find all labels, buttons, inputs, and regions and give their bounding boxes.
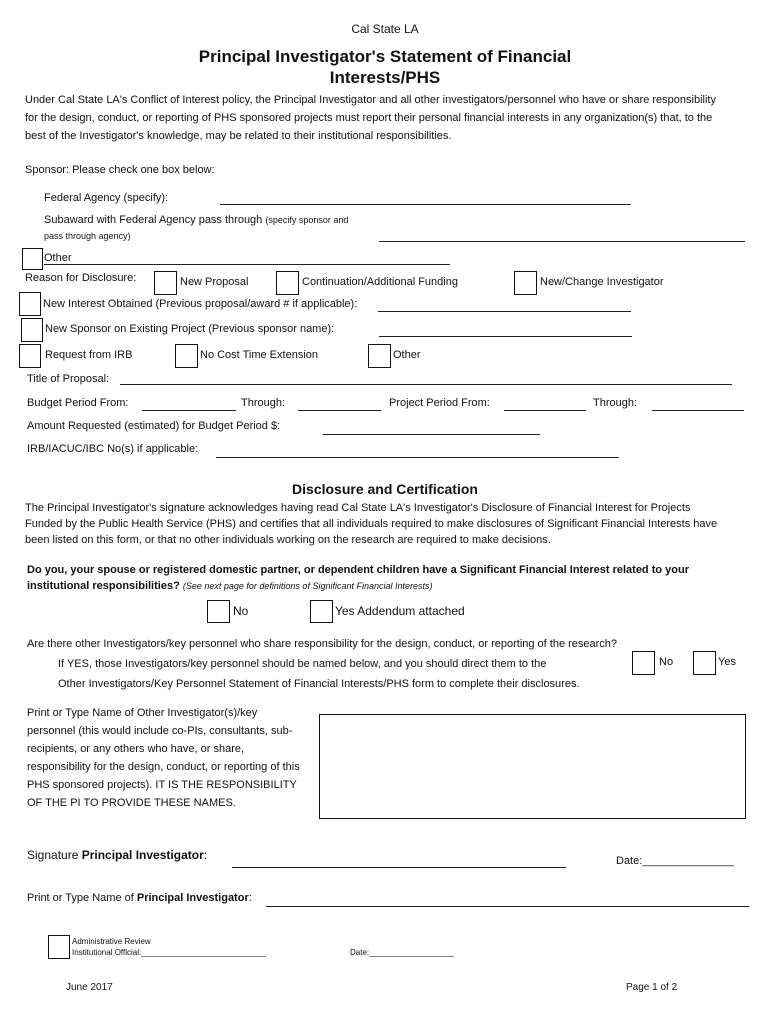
sponsor-other-field[interactable] [44, 264, 450, 265]
irb-label: IRB/IACUC/IBC No(s) if applicable: [27, 443, 199, 455]
amount-label: Amount Requested (estimated) for Budget Period $: [27, 420, 281, 432]
reason-label: Reason for Disclosure: [25, 272, 137, 284]
certification-heading: Disclosure and Certification [292, 481, 478, 497]
federal-agency-label: Federal Agency (specify): [44, 192, 169, 204]
new-proposal-checkbox[interactable] [154, 271, 177, 295]
others-line5: PHS sponsored projects). IT IS THE RESPONSIBILITY [27, 779, 297, 791]
amount-field[interactable] [323, 434, 540, 435]
budget-from-field[interactable] [142, 410, 236, 411]
request-irb-checkbox[interactable] [19, 344, 41, 368]
others-line1: Print or Type Name of Other Investigator(s)/key [27, 707, 258, 719]
others-line3: recipients, or any others who have, or share, [27, 743, 245, 755]
other-investigators-textarea[interactable] [319, 714, 746, 819]
project-from-label: Project Period From: [389, 397, 490, 409]
new-interest-label: New Interest Obtained (Previous proposal/award # if applicable): [43, 298, 358, 310]
no-cost-label: No Cost Time Extension [200, 349, 318, 361]
new-sponsor-label: New Sponsor on Existing Project (Previous sponsor name): [45, 323, 335, 335]
others-line6: OF THE PI TO PROVIDE THESE NAMES. [27, 797, 236, 809]
new-interest-field[interactable] [378, 311, 631, 312]
certification-line3: been listed on this form, or that no other individuals working on the research are required to make decisions. [25, 534, 551, 546]
reason-other-label: Other [393, 349, 421, 361]
key-personnel-yes-label: Yes [718, 656, 736, 668]
federal-agency-field[interactable] [220, 204, 631, 205]
print-name-field[interactable] [266, 906, 749, 907]
admin-date-line: Date:___________________ [350, 948, 454, 957]
no-cost-checkbox[interactable] [175, 344, 198, 368]
key-personnel-instruction1: If YES, those Investigators/key personnel should be named below, and you should direct them to the [58, 658, 547, 670]
new-proposal-label: New Proposal [180, 276, 249, 288]
footer-date: June 2017 [66, 982, 113, 993]
project-through-field[interactable] [652, 410, 744, 411]
sfi-yes-checkbox[interactable] [310, 600, 333, 623]
new-sponsor-checkbox[interactable] [21, 318, 43, 342]
subaward-label-cont: pass through agency) [44, 231, 131, 241]
intro-line3: best of the Investigator's knowledge, may be related to their institutional responsibilities. [25, 130, 452, 142]
new-interest-checkbox[interactable] [19, 292, 41, 316]
certification-line2: Funded by the Public Health Service (PHS) and certifies that all individuals required to make disclosures of Significant Financial Interests have [25, 518, 718, 530]
new-change-investigator-label: New/Change Investigator [540, 276, 664, 288]
irb-field[interactable] [216, 457, 619, 458]
new-change-investigator-checkbox[interactable] [514, 271, 537, 295]
sfi-question-line2: institutional responsibilities? (See next page for definitions of Significant Financial Interests) [27, 580, 433, 592]
intro-line1: Under Cal State LA's Conflict of Interest policy, the Principal Investigator and all other investigators/personnel who have or share responsibility [25, 94, 716, 106]
admin-official-line: Institutional Official:____________________________ [72, 948, 266, 957]
certification-line1: The Principal Investigator's signature acknowledges having read Cal State LA's Investigator's Disclosure of Financial Interest for Projects [25, 502, 691, 514]
key-personnel-question: Are there other Investigators/key personnel who share responsibility for the design, conduct, or reporting of the research? [27, 638, 618, 650]
subaward-label: Subaward with Federal Agency pass through (specify sponsor and [44, 214, 349, 226]
continuation-label: Continuation/Additional Funding [302, 276, 458, 288]
others-line2: personnel (this would include co-PIs, consultants, sub- [27, 725, 293, 737]
admin-review-checkbox[interactable] [48, 935, 70, 959]
admin-review-label: Administrative Review [72, 937, 151, 946]
title-of-proposal-field[interactable] [120, 384, 732, 385]
signature-date: Date:_______________ [616, 855, 735, 867]
signature-field[interactable] [232, 867, 566, 868]
request-irb-label: Request from IRB [45, 349, 133, 361]
key-personnel-no-label: No [659, 656, 674, 668]
reason-other-checkbox[interactable] [368, 344, 391, 368]
continuation-checkbox[interactable] [276, 271, 299, 295]
sfi-no-label: No [233, 604, 249, 618]
budget-through-field[interactable] [298, 410, 381, 411]
budget-through-label: Through: [241, 397, 286, 409]
print-name-label: Print or Type Name of Principal Investigator: [27, 892, 252, 904]
sfi-question-line1: Do you, your spouse or registered domestic partner, or dependent children have a Significant Financial Interest related to your [27, 564, 689, 576]
new-sponsor-field[interactable] [379, 336, 632, 337]
key-personnel-instruction2: Other Investigators/Key Personnel Statement of Financial Interests/PHS form to complete their disclosures. [58, 678, 580, 690]
form-title-line1: Principal Investigator's Statement of Financial [198, 47, 572, 66]
footer-page: Page 1 of 2 [626, 982, 678, 993]
sponsor-other-checkbox[interactable] [22, 248, 43, 270]
budget-from-label: Budget Period From: [27, 397, 129, 409]
signature-label: Signature Principal Investigator: [27, 848, 208, 862]
key-personnel-yes-checkbox[interactable] [693, 651, 716, 675]
others-line4: responsibility for the design, conduct, or reporting of this [27, 761, 300, 773]
header-org: Cal State LA [351, 22, 419, 36]
subaward-field[interactable] [379, 241, 745, 242]
sfi-no-checkbox[interactable] [207, 600, 230, 623]
key-personnel-no-checkbox[interactable] [632, 651, 655, 675]
title-of-proposal-label: Title of Proposal: [27, 373, 110, 385]
sponsor-other-label: Other [44, 252, 72, 264]
intro-line2: for the design, conduct, or reporting of PHS sponsored projects must report their personal financial interests in any organization(s) that, to the [25, 112, 713, 124]
project-through-label: Through: [593, 397, 638, 409]
form-title-line2: Interests/PHS [329, 68, 441, 87]
sponsor-prompt: Sponsor: Please check one box below: [25, 164, 215, 176]
project-from-field[interactable] [504, 410, 586, 411]
sfi-yes-label: Yes Addendum attached [335, 604, 465, 618]
